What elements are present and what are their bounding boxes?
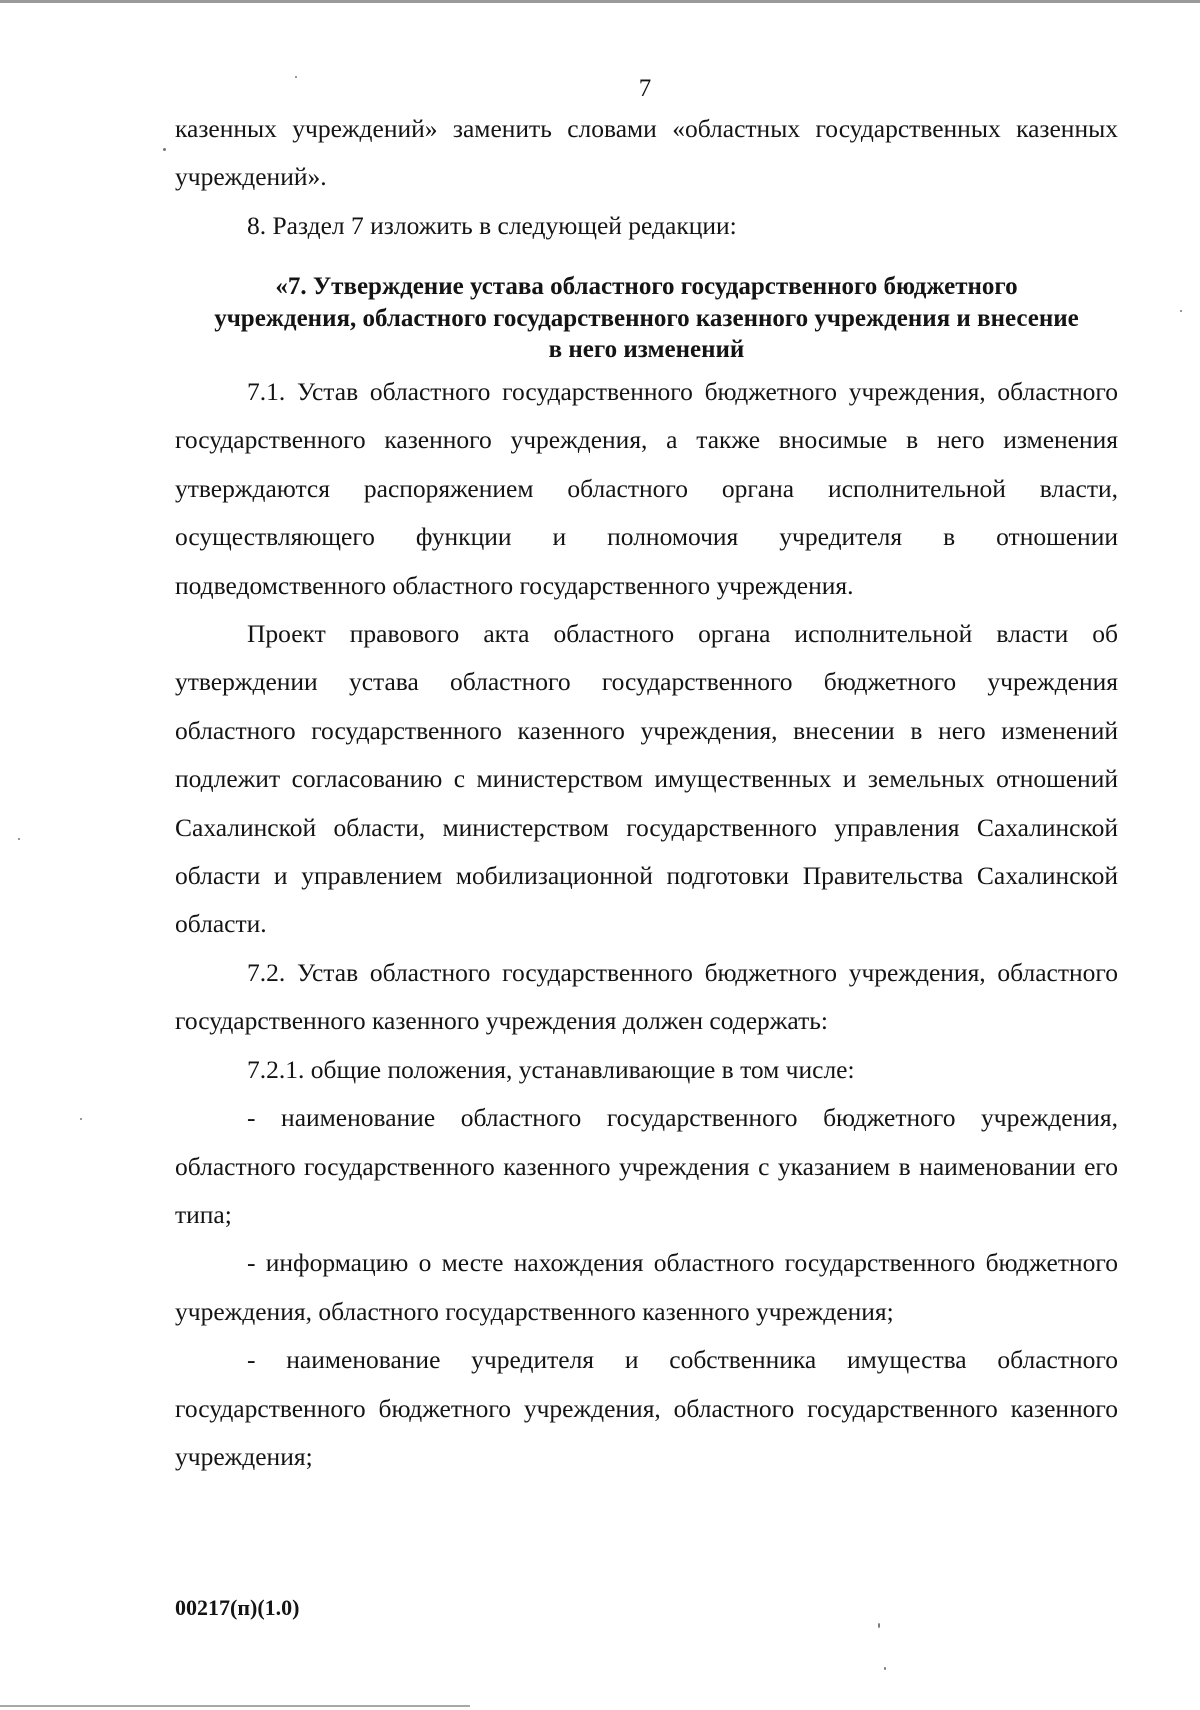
body-block [175,368,1118,1481]
scan-speck [18,838,20,840]
scan-speck [295,76,297,78]
section-heading: «7. Утверждение устава областного государственного бюджетного учреждения, областного государственного казенного учреждения и внесение в него изменений [214,273,1079,363]
scan-edge-bottom [0,1705,470,1707]
body-paragraph-7-2-1: 7.2.1. общие положения, устанавливающие в том числе: [247,1054,855,1084]
scan-speck [1180,310,1182,312]
body-paragraph-7-2: 7.2. Устав областного государственного бюджетного учреждения, областного государственного казенного учреждения должен содержать: [175,957,1118,1036]
scan-speck [163,148,166,151]
body-list-item-location: - информацию о месте нахождения областного государственного бюджетного учреждения, областного государственного казенного учреждения; [175,1248,1118,1326]
scan-speck [878,1623,880,1628]
body-list-item-name: - наименование областного государственного бюджетного учреждения, областного государственного казенного учреждения с указанием в наименовании его типа; [175,1103,1118,1229]
intro-paragraph-2: 8. Раздел 7 изложить в следующей редакции: [247,210,737,240]
scan-speck [80,1118,82,1120]
intro-block [175,105,1118,250]
scan-edge-top [0,0,1200,3]
intro-paragraph-1: казенных учреждений» заменить словами «областных государственных казенных учреждений». [175,114,1118,192]
scan-speck [884,1667,886,1670]
document-code: 00217(п)(1.0) [175,1595,300,1620]
page-number: 7 [638,75,652,102]
body-paragraph-7-1: 7.1. Устав областного государственного бюджетного учреждения, областного государственного казенного учреждения, а также вносимые в него изменения утверждаются распоряжением областного органа исполнительной власти, осуществляющего функции и полномочия учредителя в отношении подведомственного областного государственного учреждения. [175,377,1118,600]
body-paragraph-project: Проект правового акта областного органа исполнительной власти об утверждении устава областного государственного бюджетного учреждения областного государственного казенного учреждения, внесении в него изменений подлежит согласованию с министерством имущественных и земельных отношений Сахалинской области, министерством государственного управления Сахалинской области и управлением мобилизационной подготовки Правительства Сахалинской области. [175,619,1118,939]
section-heading-block [175,265,1118,372]
body-list-item-founder: - наименование учредителя и собственника имущества областного государственного бюджетного учреждения, областного государственного казенного учреждения; [175,1345,1118,1471]
